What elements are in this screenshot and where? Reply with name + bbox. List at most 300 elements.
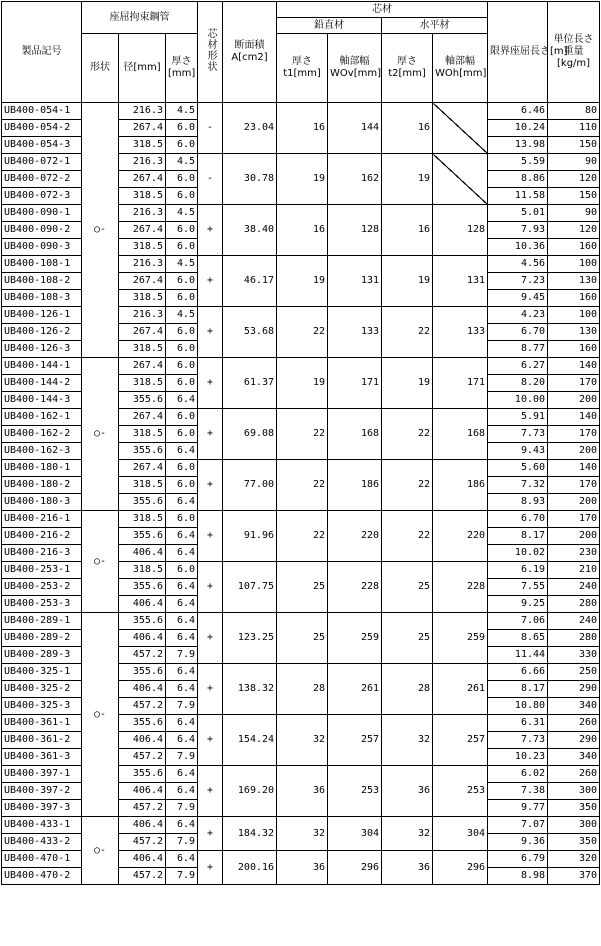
product-code-cell: UB400-289-1 <box>2 613 82 630</box>
woh-cell: 296 <box>433 851 488 885</box>
core-shape-cell: + <box>198 205 223 256</box>
unit-weight-cell: 200 <box>548 392 600 409</box>
limit-length-cell: 6.70 <box>488 324 548 341</box>
unit-weight-cell: 260 <box>548 766 600 783</box>
limit-length-cell: 7.93 <box>488 222 548 239</box>
t2-cell: 28 <box>382 664 433 715</box>
thickness-cell: 6.0 <box>166 460 198 477</box>
header-wov: 軸部幅 WOv[mm] <box>328 34 382 103</box>
t2-cell: 25 <box>382 562 433 613</box>
unit-weight-cell: 240 <box>548 613 600 630</box>
thickness-cell: 6.0 <box>166 324 198 341</box>
thickness-cell: 6.0 <box>166 171 198 188</box>
diameter-cell: 355.6 <box>119 392 166 409</box>
product-code-cell: UB400-397-2 <box>2 783 82 800</box>
core-shape-cell: + <box>198 715 223 766</box>
wov-cell: 162 <box>328 154 382 205</box>
diameter-cell: 355.6 <box>119 579 166 596</box>
limit-length-cell: 7.73 <box>488 426 548 443</box>
t2-cell: 16 <box>382 103 433 154</box>
table-row <box>2 103 600 120</box>
thickness-cell: 6.0 <box>166 511 198 528</box>
product-code-cell: UB400-361-3 <box>2 749 82 766</box>
limit-length-cell: 8.65 <box>488 630 548 647</box>
t1-cell: 36 <box>277 851 328 885</box>
table-row <box>2 358 600 375</box>
thickness-cell: 6.4 <box>166 783 198 800</box>
thickness-cell: 6.4 <box>166 392 198 409</box>
diameter-cell: 355.6 <box>119 715 166 732</box>
diameter-cell: 406.4 <box>119 817 166 834</box>
diameter-cell: 457.2 <box>119 698 166 715</box>
diameter-cell: 267.4 <box>119 171 166 188</box>
thickness-cell: 6.4 <box>166 766 198 783</box>
product-code-cell: UB400-090-3 <box>2 239 82 256</box>
area-cell: 91.96 <box>223 511 277 562</box>
t2-cell: 32 <box>382 817 433 851</box>
product-code-cell: UB400-253-2 <box>2 579 82 596</box>
product-code-cell: UB400-108-3 <box>2 290 82 307</box>
header-woh: 軸部幅 WOh[mm] <box>433 34 488 103</box>
unit-weight-cell: 230 <box>548 545 600 562</box>
diameter-cell: 267.4 <box>119 460 166 477</box>
unit-weight-cell: 100 <box>548 307 600 324</box>
area-cell: 154.24 <box>223 715 277 766</box>
product-code-cell: UB400-289-2 <box>2 630 82 647</box>
woh-cell: 171 <box>433 358 488 409</box>
diameter-cell: 406.4 <box>119 783 166 800</box>
diameter-cell: 318.5 <box>119 426 166 443</box>
product-code-cell: UB400-433-2 <box>2 834 82 851</box>
unit-weight-cell: 290 <box>548 732 600 749</box>
wov-cell: 304 <box>328 817 382 851</box>
thickness-cell: 6.0 <box>166 273 198 290</box>
core-shape-cell: + <box>198 664 223 715</box>
t1-cell: 28 <box>277 664 328 715</box>
product-code-cell: UB400-072-1 <box>2 154 82 171</box>
t1-cell: 32 <box>277 715 328 766</box>
diameter-cell: 267.4 <box>119 409 166 426</box>
area-cell: 200.16 <box>223 851 277 885</box>
woh-cell <box>433 154 488 205</box>
core-shape-cell: + <box>198 817 223 851</box>
pipe-shape-cell: ○- <box>82 613 119 817</box>
t2-cell: 19 <box>382 256 433 307</box>
unit-weight-cell: 370 <box>548 868 600 885</box>
product-code-cell: UB400-289-3 <box>2 647 82 664</box>
limit-length-cell: 6.66 <box>488 664 548 681</box>
limit-length-cell: 7.73 <box>488 732 548 749</box>
limit-length-cell: 7.32 <box>488 477 548 494</box>
t1-cell: 32 <box>277 817 328 851</box>
woh-cell: 131 <box>433 256 488 307</box>
product-code-cell: UB400-325-2 <box>2 681 82 698</box>
product-code-cell: UB400-180-2 <box>2 477 82 494</box>
t1-cell: 25 <box>277 562 328 613</box>
thickness-cell: 6.4 <box>166 817 198 834</box>
wov-cell: 171 <box>328 358 382 409</box>
thickness-cell: 4.5 <box>166 256 198 273</box>
product-spec-table <box>1 1 600 885</box>
product-code-cell: UB400-162-2 <box>2 426 82 443</box>
diameter-cell: 267.4 <box>119 222 166 239</box>
diameter-cell: 406.4 <box>119 851 166 868</box>
unit-weight-cell: 100 <box>548 256 600 273</box>
header-t1: 厚さ t1[mm] <box>277 34 328 103</box>
diameter-cell: 267.4 <box>119 273 166 290</box>
limit-length-cell: 8.77 <box>488 341 548 358</box>
t2-cell: 22 <box>382 409 433 460</box>
woh-cell <box>433 103 488 154</box>
thickness-cell: 7.9 <box>166 834 198 851</box>
area-cell: 38.40 <box>223 205 277 256</box>
woh-cell: 128 <box>433 205 488 256</box>
thickness-cell: 6.0 <box>166 358 198 375</box>
thickness-cell: 6.4 <box>166 664 198 681</box>
t2-cell: 25 <box>382 613 433 664</box>
header-shape: 形状 <box>82 34 119 103</box>
limit-length-cell: 6.46 <box>488 103 548 120</box>
core-shape-cell: + <box>198 511 223 562</box>
thickness-cell: 6.0 <box>166 562 198 579</box>
limit-length-cell: 7.55 <box>488 579 548 596</box>
thickness-cell: 6.0 <box>166 375 198 392</box>
product-code-cell: UB400-470-2 <box>2 868 82 885</box>
product-code-cell: UB400-054-1 <box>2 103 82 120</box>
unit-weight-cell: 350 <box>548 834 600 851</box>
thickness-cell: 6.0 <box>166 222 198 239</box>
woh-cell: 168 <box>433 409 488 460</box>
unit-weight-cell: 90 <box>548 205 600 222</box>
woh-cell: 304 <box>433 817 488 851</box>
unit-weight-cell: 170 <box>548 477 600 494</box>
wov-cell: 186 <box>328 460 382 511</box>
woh-cell: 261 <box>433 664 488 715</box>
diameter-cell: 318.5 <box>119 341 166 358</box>
core-shape-cell: + <box>198 460 223 511</box>
product-code-cell: UB400-126-3 <box>2 341 82 358</box>
product-code-cell: UB400-126-1 <box>2 307 82 324</box>
diameter-cell: 216.3 <box>119 307 166 324</box>
t1-cell: 19 <box>277 256 328 307</box>
thickness-cell: 4.5 <box>166 205 198 222</box>
limit-length-cell: 5.59 <box>488 154 548 171</box>
header-vertical: 鉛直材 <box>277 18 382 34</box>
product-code-cell: UB400-216-1 <box>2 511 82 528</box>
limit-length-cell: 10.23 <box>488 749 548 766</box>
core-shape-cell: - <box>198 103 223 154</box>
header-unit-weight: 単位長さ重量 [kg/m] <box>548 2 600 103</box>
product-code-cell: UB400-216-2 <box>2 528 82 545</box>
unit-weight-cell: 120 <box>548 222 600 239</box>
header-area: 断面積 A[cm2] <box>223 2 277 103</box>
diameter-cell: 216.3 <box>119 256 166 273</box>
unit-weight-cell: 160 <box>548 341 600 358</box>
unit-weight-cell: 130 <box>548 324 600 341</box>
diameter-cell: 318.5 <box>119 188 166 205</box>
product-code-cell: UB400-108-2 <box>2 273 82 290</box>
pipe-shape-cell: ○- <box>82 358 119 511</box>
limit-length-cell: 7.07 <box>488 817 548 834</box>
thickness-cell: 4.5 <box>166 307 198 324</box>
header-thickness: 厚さ [mm] <box>166 34 198 103</box>
thickness-cell: 6.0 <box>166 341 198 358</box>
t1-cell: 22 <box>277 307 328 358</box>
limit-length-cell: 8.93 <box>488 494 548 511</box>
product-code-cell: UB400-361-2 <box>2 732 82 749</box>
header-core: 芯材 <box>277 2 488 18</box>
t2-cell: 22 <box>382 307 433 358</box>
area-cell: 138.32 <box>223 664 277 715</box>
t1-cell: 19 <box>277 358 328 409</box>
table-row <box>2 511 600 528</box>
wov-cell: 228 <box>328 562 382 613</box>
wov-cell: 131 <box>328 256 382 307</box>
pipe-shape-cell: ○- <box>82 817 119 885</box>
unit-weight-cell: 200 <box>548 494 600 511</box>
unit-weight-cell: 140 <box>548 409 600 426</box>
thickness-cell: 6.0 <box>166 239 198 256</box>
unit-weight-cell: 250 <box>548 664 600 681</box>
product-code-cell: UB400-054-2 <box>2 120 82 137</box>
product-code-cell: UB400-180-3 <box>2 494 82 511</box>
woh-cell: 253 <box>433 766 488 817</box>
wov-cell: 261 <box>328 664 382 715</box>
diameter-cell: 406.4 <box>119 596 166 613</box>
woh-cell: 186 <box>433 460 488 511</box>
diameter-cell: 355.6 <box>119 494 166 511</box>
thickness-cell: 6.0 <box>166 477 198 494</box>
product-code-cell: UB400-144-3 <box>2 392 82 409</box>
product-code-cell: UB400-180-1 <box>2 460 82 477</box>
diameter-cell: 318.5 <box>119 375 166 392</box>
limit-length-cell: 7.23 <box>488 273 548 290</box>
limit-length-cell: 6.19 <box>488 562 548 579</box>
unit-weight-cell: 130 <box>548 273 600 290</box>
thickness-cell: 7.9 <box>166 800 198 817</box>
wov-cell: 133 <box>328 307 382 358</box>
header-core-shape: 芯材形状 <box>198 2 223 103</box>
thickness-cell: 4.5 <box>166 154 198 171</box>
product-code-cell: UB400-397-1 <box>2 766 82 783</box>
product-code-cell: UB400-162-3 <box>2 443 82 460</box>
thickness-cell: 6.4 <box>166 630 198 647</box>
woh-cell: 220 <box>433 511 488 562</box>
thickness-cell: 6.0 <box>166 188 198 205</box>
product-code-cell: UB400-397-3 <box>2 800 82 817</box>
limit-length-cell: 4.23 <box>488 307 548 324</box>
thickness-cell: 6.4 <box>166 596 198 613</box>
core-shape-cell: + <box>198 358 223 409</box>
woh-cell: 259 <box>433 613 488 664</box>
thickness-cell: 6.4 <box>166 715 198 732</box>
thickness-cell: 7.9 <box>166 647 198 664</box>
diameter-cell: 216.3 <box>119 154 166 171</box>
limit-length-cell: 10.36 <box>488 239 548 256</box>
unit-weight-cell: 120 <box>548 171 600 188</box>
product-code-cell: UB400-090-1 <box>2 205 82 222</box>
product-code-cell: UB400-433-1 <box>2 817 82 834</box>
header-horizontal: 水平材 <box>382 18 488 34</box>
product-code-cell: UB400-216-3 <box>2 545 82 562</box>
unit-weight-cell: 210 <box>548 562 600 579</box>
unit-weight-cell: 140 <box>548 460 600 477</box>
unit-weight-cell: 150 <box>548 137 600 154</box>
product-code-cell: UB400-470-1 <box>2 851 82 868</box>
product-code-cell: UB400-361-1 <box>2 715 82 732</box>
limit-length-cell: 6.02 <box>488 766 548 783</box>
unit-weight-cell: 290 <box>548 681 600 698</box>
table-row <box>2 817 600 834</box>
product-code-cell: UB400-126-2 <box>2 324 82 341</box>
limit-length-cell: 10.02 <box>488 545 548 562</box>
limit-length-cell: 9.77 <box>488 800 548 817</box>
diameter-cell: 355.6 <box>119 664 166 681</box>
limit-length-cell: 7.38 <box>488 783 548 800</box>
limit-length-cell: 4.56 <box>488 256 548 273</box>
product-code-cell: UB400-325-3 <box>2 698 82 715</box>
diameter-cell: 406.4 <box>119 630 166 647</box>
product-code-cell: UB400-144-2 <box>2 375 82 392</box>
woh-cell: 228 <box>433 562 488 613</box>
diameter-cell: 318.5 <box>119 137 166 154</box>
thickness-cell: 6.4 <box>166 545 198 562</box>
product-code-cell: UB400-325-1 <box>2 664 82 681</box>
header-steel-pipe: 座屈拘束鋼管 <box>82 2 198 34</box>
thickness-cell: 6.4 <box>166 613 198 630</box>
thickness-cell: 6.0 <box>166 409 198 426</box>
wov-cell: 296 <box>328 851 382 885</box>
product-code-cell: UB400-090-2 <box>2 222 82 239</box>
product-code-cell: UB400-072-3 <box>2 188 82 205</box>
diameter-cell: 318.5 <box>119 239 166 256</box>
wov-cell: 257 <box>328 715 382 766</box>
product-code-cell: UB400-253-3 <box>2 596 82 613</box>
wov-cell: 168 <box>328 409 382 460</box>
diameter-cell: 406.4 <box>119 681 166 698</box>
product-code-cell: UB400-253-1 <box>2 562 82 579</box>
t2-cell: 36 <box>382 766 433 817</box>
area-cell: 30.78 <box>223 154 277 205</box>
core-shape-cell: + <box>198 307 223 358</box>
limit-length-cell: 8.17 <box>488 528 548 545</box>
header-limit-length: 限界座屈長さ[m] <box>488 2 548 103</box>
diameter-cell: 267.4 <box>119 324 166 341</box>
t1-cell: 19 <box>277 154 328 205</box>
woh-cell: 257 <box>433 715 488 766</box>
diameter-cell: 355.6 <box>119 613 166 630</box>
unit-weight-cell: 200 <box>548 443 600 460</box>
limit-length-cell: 5.01 <box>488 205 548 222</box>
thickness-cell: 6.4 <box>166 494 198 511</box>
limit-length-cell: 11.44 <box>488 647 548 664</box>
unit-weight-cell: 300 <box>548 783 600 800</box>
thickness-cell: 7.9 <box>166 868 198 885</box>
limit-length-cell: 9.25 <box>488 596 548 613</box>
wov-cell: 259 <box>328 613 382 664</box>
unit-weight-cell: 330 <box>548 647 600 664</box>
area-cell: 53.68 <box>223 307 277 358</box>
diameter-cell: 216.3 <box>119 103 166 120</box>
diameter-cell: 406.4 <box>119 732 166 749</box>
product-code-cell: UB400-162-1 <box>2 409 82 426</box>
unit-weight-cell: 90 <box>548 154 600 171</box>
product-code-cell: UB400-144-1 <box>2 358 82 375</box>
wov-cell: 220 <box>328 511 382 562</box>
header-diameter: 径[mm] <box>119 34 166 103</box>
thickness-cell: 7.9 <box>166 749 198 766</box>
unit-weight-cell: 140 <box>548 358 600 375</box>
unit-weight-cell: 320 <box>548 851 600 868</box>
diameter-cell: 318.5 <box>119 562 166 579</box>
thickness-cell: 6.4 <box>166 851 198 868</box>
limit-length-cell: 6.27 <box>488 358 548 375</box>
limit-length-cell: 13.98 <box>488 137 548 154</box>
unit-weight-cell: 160 <box>548 290 600 307</box>
pipe-shape-cell: ○- <box>82 511 119 613</box>
diameter-cell: 318.5 <box>119 290 166 307</box>
core-shape-cell: + <box>198 562 223 613</box>
product-code-cell: UB400-072-2 <box>2 171 82 188</box>
thickness-cell: 6.0 <box>166 137 198 154</box>
unit-weight-cell: 150 <box>548 188 600 205</box>
limit-length-cell: 9.36 <box>488 834 548 851</box>
area-cell: 123.25 <box>223 613 277 664</box>
diameter-cell: 267.4 <box>119 358 166 375</box>
t1-cell: 16 <box>277 103 328 154</box>
woh-cell: 133 <box>433 307 488 358</box>
wov-cell: 144 <box>328 103 382 154</box>
t1-cell: 22 <box>277 409 328 460</box>
thickness-cell: 6.0 <box>166 426 198 443</box>
limit-length-cell: 11.58 <box>488 188 548 205</box>
diameter-cell: 267.4 <box>119 120 166 137</box>
thickness-cell: 6.0 <box>166 120 198 137</box>
unit-weight-cell: 280 <box>548 630 600 647</box>
wov-cell: 128 <box>328 205 382 256</box>
area-cell: 23.04 <box>223 103 277 154</box>
limit-length-cell: 10.80 <box>488 698 548 715</box>
t2-cell: 16 <box>382 205 433 256</box>
diameter-cell: 457.2 <box>119 834 166 851</box>
thickness-cell: 6.0 <box>166 290 198 307</box>
limit-length-cell: 9.45 <box>488 290 548 307</box>
product-code-cell: UB400-108-1 <box>2 256 82 273</box>
area-cell: 46.17 <box>223 256 277 307</box>
diameter-cell: 457.2 <box>119 868 166 885</box>
area-cell: 69.08 <box>223 409 277 460</box>
core-shape-cell: + <box>198 409 223 460</box>
t1-cell: 22 <box>277 460 328 511</box>
diameter-cell: 406.4 <box>119 545 166 562</box>
t2-cell: 36 <box>382 851 433 885</box>
unit-weight-cell: 80 <box>548 103 600 120</box>
t1-cell: 36 <box>277 766 328 817</box>
unit-weight-cell: 280 <box>548 596 600 613</box>
limit-length-cell: 8.20 <box>488 375 548 392</box>
thickness-cell: 7.9 <box>166 698 198 715</box>
unit-weight-cell: 160 <box>548 239 600 256</box>
thickness-cell: 6.4 <box>166 579 198 596</box>
thickness-cell: 6.4 <box>166 443 198 460</box>
unit-weight-cell: 340 <box>548 698 600 715</box>
limit-length-cell: 8.86 <box>488 171 548 188</box>
t2-cell: 32 <box>382 715 433 766</box>
t2-cell: 22 <box>382 460 433 511</box>
unit-weight-cell: 300 <box>548 817 600 834</box>
limit-length-cell: 5.60 <box>488 460 548 477</box>
diameter-cell: 318.5 <box>119 511 166 528</box>
